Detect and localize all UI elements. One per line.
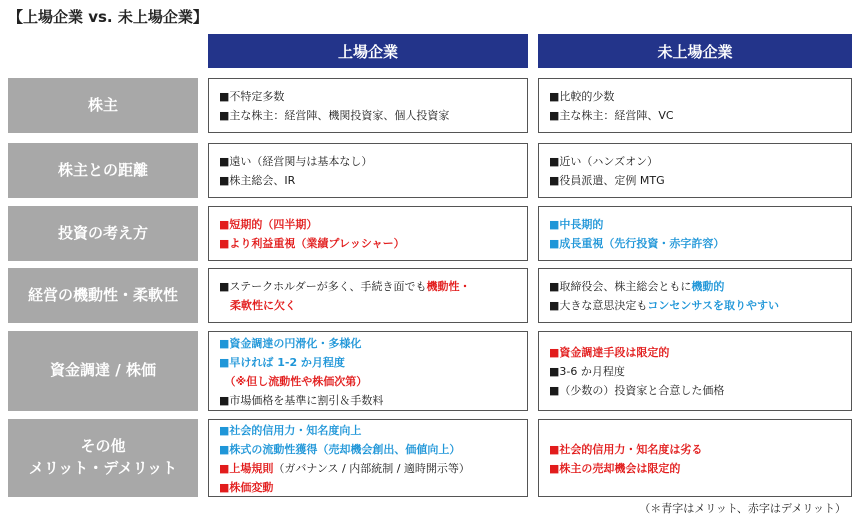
cell-line — [549, 277, 843, 296]
cell-line — [549, 296, 843, 315]
cell-text: ■主な株主：経営陣、機関投資家、個人投資家 — [219, 109, 450, 122]
cell-text: ■株主総会、IR — [219, 174, 296, 187]
cell-line — [549, 362, 843, 381]
cell-listed-funding — [208, 331, 528, 411]
row-label-funding: 資金調達 / 株価 — [8, 331, 198, 411]
cell-text: （※但し流動性や株価次第） — [219, 374, 368, 388]
row-label-shareholders: 株主 — [8, 78, 198, 133]
cell-line — [549, 440, 843, 459]
cell-line — [219, 372, 519, 391]
cell-unlisted-investment-view — [538, 206, 852, 261]
cell-text: ■不特定多数 — [219, 90, 285, 103]
cell-text: ■市場価格を基準に割引＆手数料 — [219, 393, 384, 407]
cell-unlisted-shareholders — [538, 78, 852, 133]
cell-text: ■資金調達手段は限定的 — [549, 346, 670, 359]
cell-line — [549, 343, 843, 362]
cell-text: ■取締役会、株主総会ともに — [549, 280, 692, 293]
cell-text: ■早ければ 1-2 か月程度 — [219, 355, 345, 369]
row-label-agility: 経営の機動性・柔軟性 — [8, 268, 198, 323]
cell-line — [219, 459, 519, 478]
cell-text: ■株式の流動性獲得（売却機会創出、価値向上） — [219, 442, 461, 456]
row-label-others: その他 メリット・デメリット — [8, 419, 198, 497]
cell-line — [549, 381, 843, 400]
cell-line — [219, 334, 519, 353]
cell-listed-shareholders — [208, 78, 528, 133]
cell-line — [219, 478, 519, 497]
cell-line — [219, 171, 519, 190]
cell-text: ■ステークホルダーが多く、手続き面でも — [219, 280, 427, 293]
cell-text: ■短期的（四半期） — [219, 218, 318, 231]
page-title: 【上場企業 vs. 未上場企業】 — [8, 8, 208, 26]
cell-listed-agility — [208, 268, 528, 323]
cell-text: ■上場規則 — [219, 461, 274, 475]
cell-line — [219, 152, 519, 171]
cell-line — [219, 421, 519, 440]
cell-text: ■資金調達の円滑化・多様化 — [219, 336, 362, 350]
cell-line — [549, 459, 843, 478]
cell-text: 機動的 — [691, 280, 725, 293]
cell-text: ■大きな意思決定も — [549, 299, 648, 312]
cell-text: ■株価変動 — [219, 480, 274, 494]
header-listed: 上場企業 — [208, 34, 528, 68]
cell-text: ■（少数の）投資家と合意した価格 — [549, 384, 725, 397]
cell-text: ■比較的少数 — [549, 90, 615, 103]
cell-text: （ガバナンス / 内部統制 / 適時開示等） — [273, 461, 470, 475]
cell-text: 柔軟性に欠く — [219, 299, 296, 312]
cell-text: ■主な株主：経営陣、VC — [549, 109, 674, 122]
cell-text: ■中長期的 — [549, 218, 604, 231]
cell-unlisted-funding — [538, 331, 852, 411]
cell-line — [219, 215, 519, 234]
cell-line — [219, 440, 519, 459]
cell-line — [219, 106, 519, 125]
cell-line — [549, 152, 843, 171]
row-label-investment-view: 投資の考え方 — [8, 206, 198, 261]
cell-unlisted-agility — [538, 268, 852, 323]
cell-line — [549, 87, 843, 106]
cell-listed-investment-view — [208, 206, 528, 261]
row-label-distance: 株主との距離 — [8, 143, 198, 198]
cell-line — [219, 87, 519, 106]
cell-listed-distance — [208, 143, 528, 198]
cell-line — [549, 215, 843, 234]
cell-line — [549, 106, 843, 125]
cell-unlisted-others — [538, 419, 852, 497]
cell-line — [549, 234, 843, 253]
cell-text: 機動性・ — [426, 280, 471, 293]
cell-listed-others — [208, 419, 528, 497]
cell-line — [219, 353, 519, 372]
cell-text: ■株主の売却機会は限定的 — [549, 461, 681, 475]
header-unlisted: 未上場企業 — [538, 34, 852, 68]
cell-text: ■3-6 か月程度 — [549, 365, 625, 378]
cell-line — [219, 391, 519, 410]
cell-line — [549, 171, 843, 190]
cell-text: ■成長重視（先行投資・赤字許容） — [549, 237, 725, 250]
cell-text: ■近い（ハンズオン） — [549, 155, 659, 168]
cell-line — [219, 277, 519, 296]
cell-text: ■役員派遣、定例 MTG — [549, 174, 665, 187]
cell-line — [219, 296, 519, 315]
cell-text: ■遠い（経営関与は基本なし） — [219, 155, 373, 168]
footnote: （＊青字はメリット、赤字はデメリット） — [639, 502, 846, 515]
cell-text: ■社会的信用力・知名度は劣る — [549, 442, 703, 456]
cell-line — [219, 234, 519, 253]
cell-text: ■より利益重視（業績プレッシャー） — [219, 237, 405, 250]
cell-text: コンセンサスを取りやすい — [647, 299, 779, 312]
cell-unlisted-distance — [538, 143, 852, 198]
cell-text: ■社会的信用力・知名度向上 — [219, 423, 362, 437]
